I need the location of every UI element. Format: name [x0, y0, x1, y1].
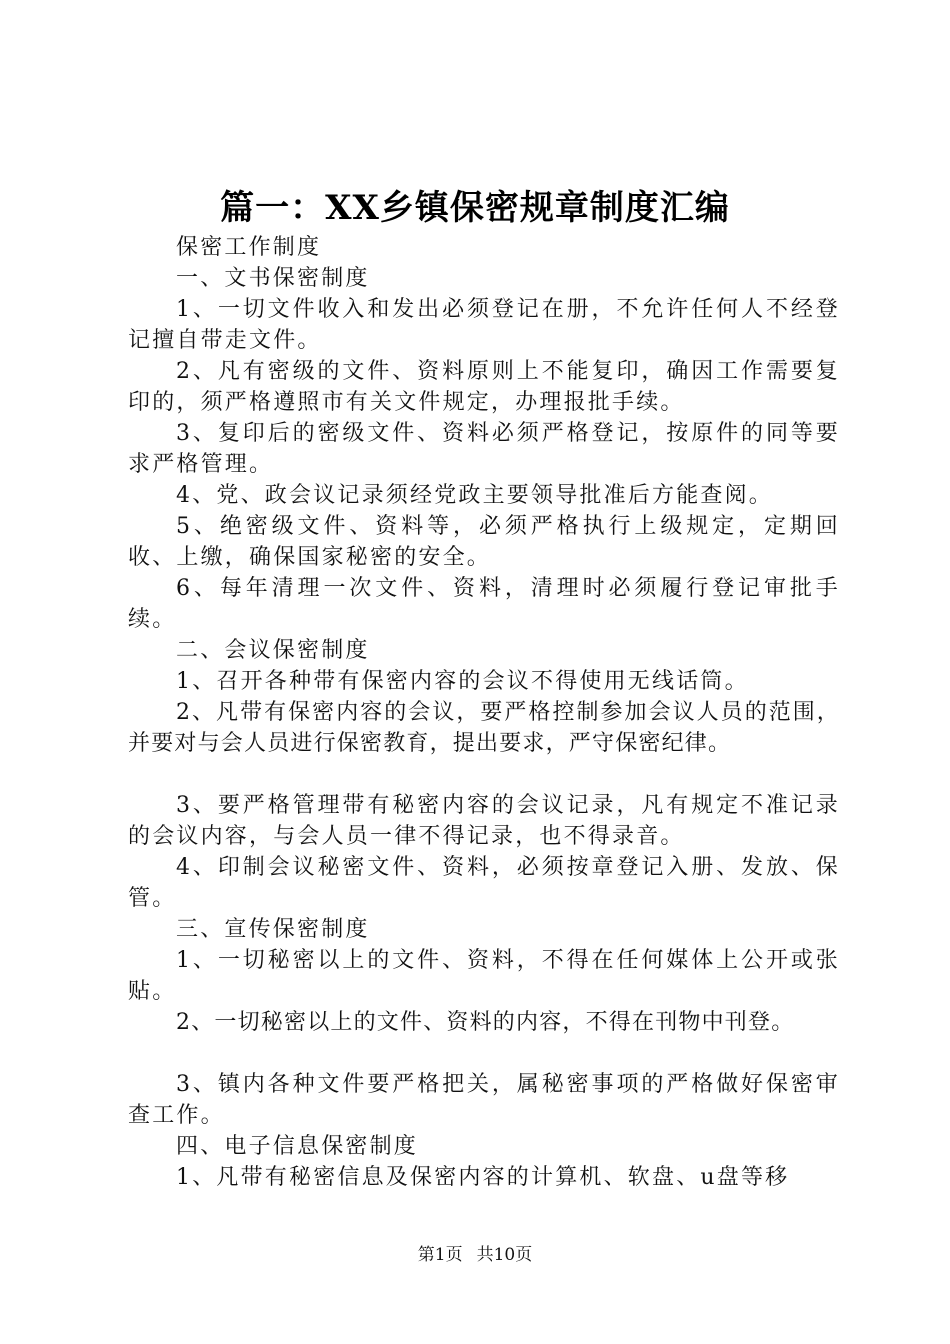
page-footer [0, 1243, 950, 1267]
paragraph: 2、凡有密级的文件、资料原则上不能复印，确因工作需要复印的，须严格遵照市有关文件规定，办理报批手续。 [128, 359, 840, 415]
paragraph: 3、复印后的密级文件、资料必须严格登记，按原件的同等要求严格管理。 [128, 421, 840, 477]
paragraph: 1、一切文件收入和发出必须登记在册，不允许任何人不经登记擅自带走文件。 [128, 297, 840, 353]
section-heading: 四、电子信息保密制度 [176, 1134, 419, 1159]
page-total: 共10页 [476, 1245, 533, 1265]
paragraph: 3、镇内各种文件要严格把关，属秘密事项的严格做好保密审查工作。 [128, 1072, 840, 1128]
paragraph: 4、党、政会议记录须经党政主要领导批准后方能查阅。 [176, 483, 773, 508]
paragraph: 1、一切秘密以上的文件、资料，不得在任何媒体上公开或张贴。 [128, 948, 840, 1004]
document-title: 篇一：XX乡镇保密规章制度汇编 [220, 188, 730, 228]
section-heading: 一、文书保密制度 [176, 266, 370, 291]
blank-line [128, 1038, 840, 1069]
paragraph: 1、凡带有秘密信息及保密内容的计算机、软盘、u盘等移 [176, 1165, 790, 1190]
paragraph: 1、召开各种带有保密内容的会议不得使用无线话筒。 [176, 669, 749, 694]
paragraph: 6、每年清理一次文件、资料，清理时必须履行登记审批手续。 [128, 576, 840, 632]
paragraph: 2、一切秘密以上的文件、资料的内容，不得在刊物中刊登。 [176, 1010, 795, 1035]
paragraph: 4、印制会议秘密文件、资料，必须按章登记入册、发放、保管。 [128, 855, 840, 911]
section-heading: 保密工作制度 [176, 235, 322, 260]
document-body [128, 232, 840, 1193]
paragraph: 3、要严格管理带有秘密内容的会议记录，凡有规定不准记录的会议内容，与会人员一律不得记录，也不得录音。 [128, 793, 840, 849]
paragraph: 2、凡带有保密内容的会议，要严格控制参加会议人员的范围，并要对与会人员进行保密教育，提出要求，严守保密纪律。 [128, 700, 840, 756]
section-heading: 三、宣传保密制度 [176, 917, 370, 942]
page-number: 第1页 [417, 1245, 463, 1265]
section-heading: 二、会议保密制度 [176, 638, 370, 663]
blank-line [128, 759, 840, 790]
paragraph: 5、绝密级文件、资料等，必须严格执行上级规定，定期回收、上缴，确保国家秘密的安全。 [128, 514, 840, 570]
